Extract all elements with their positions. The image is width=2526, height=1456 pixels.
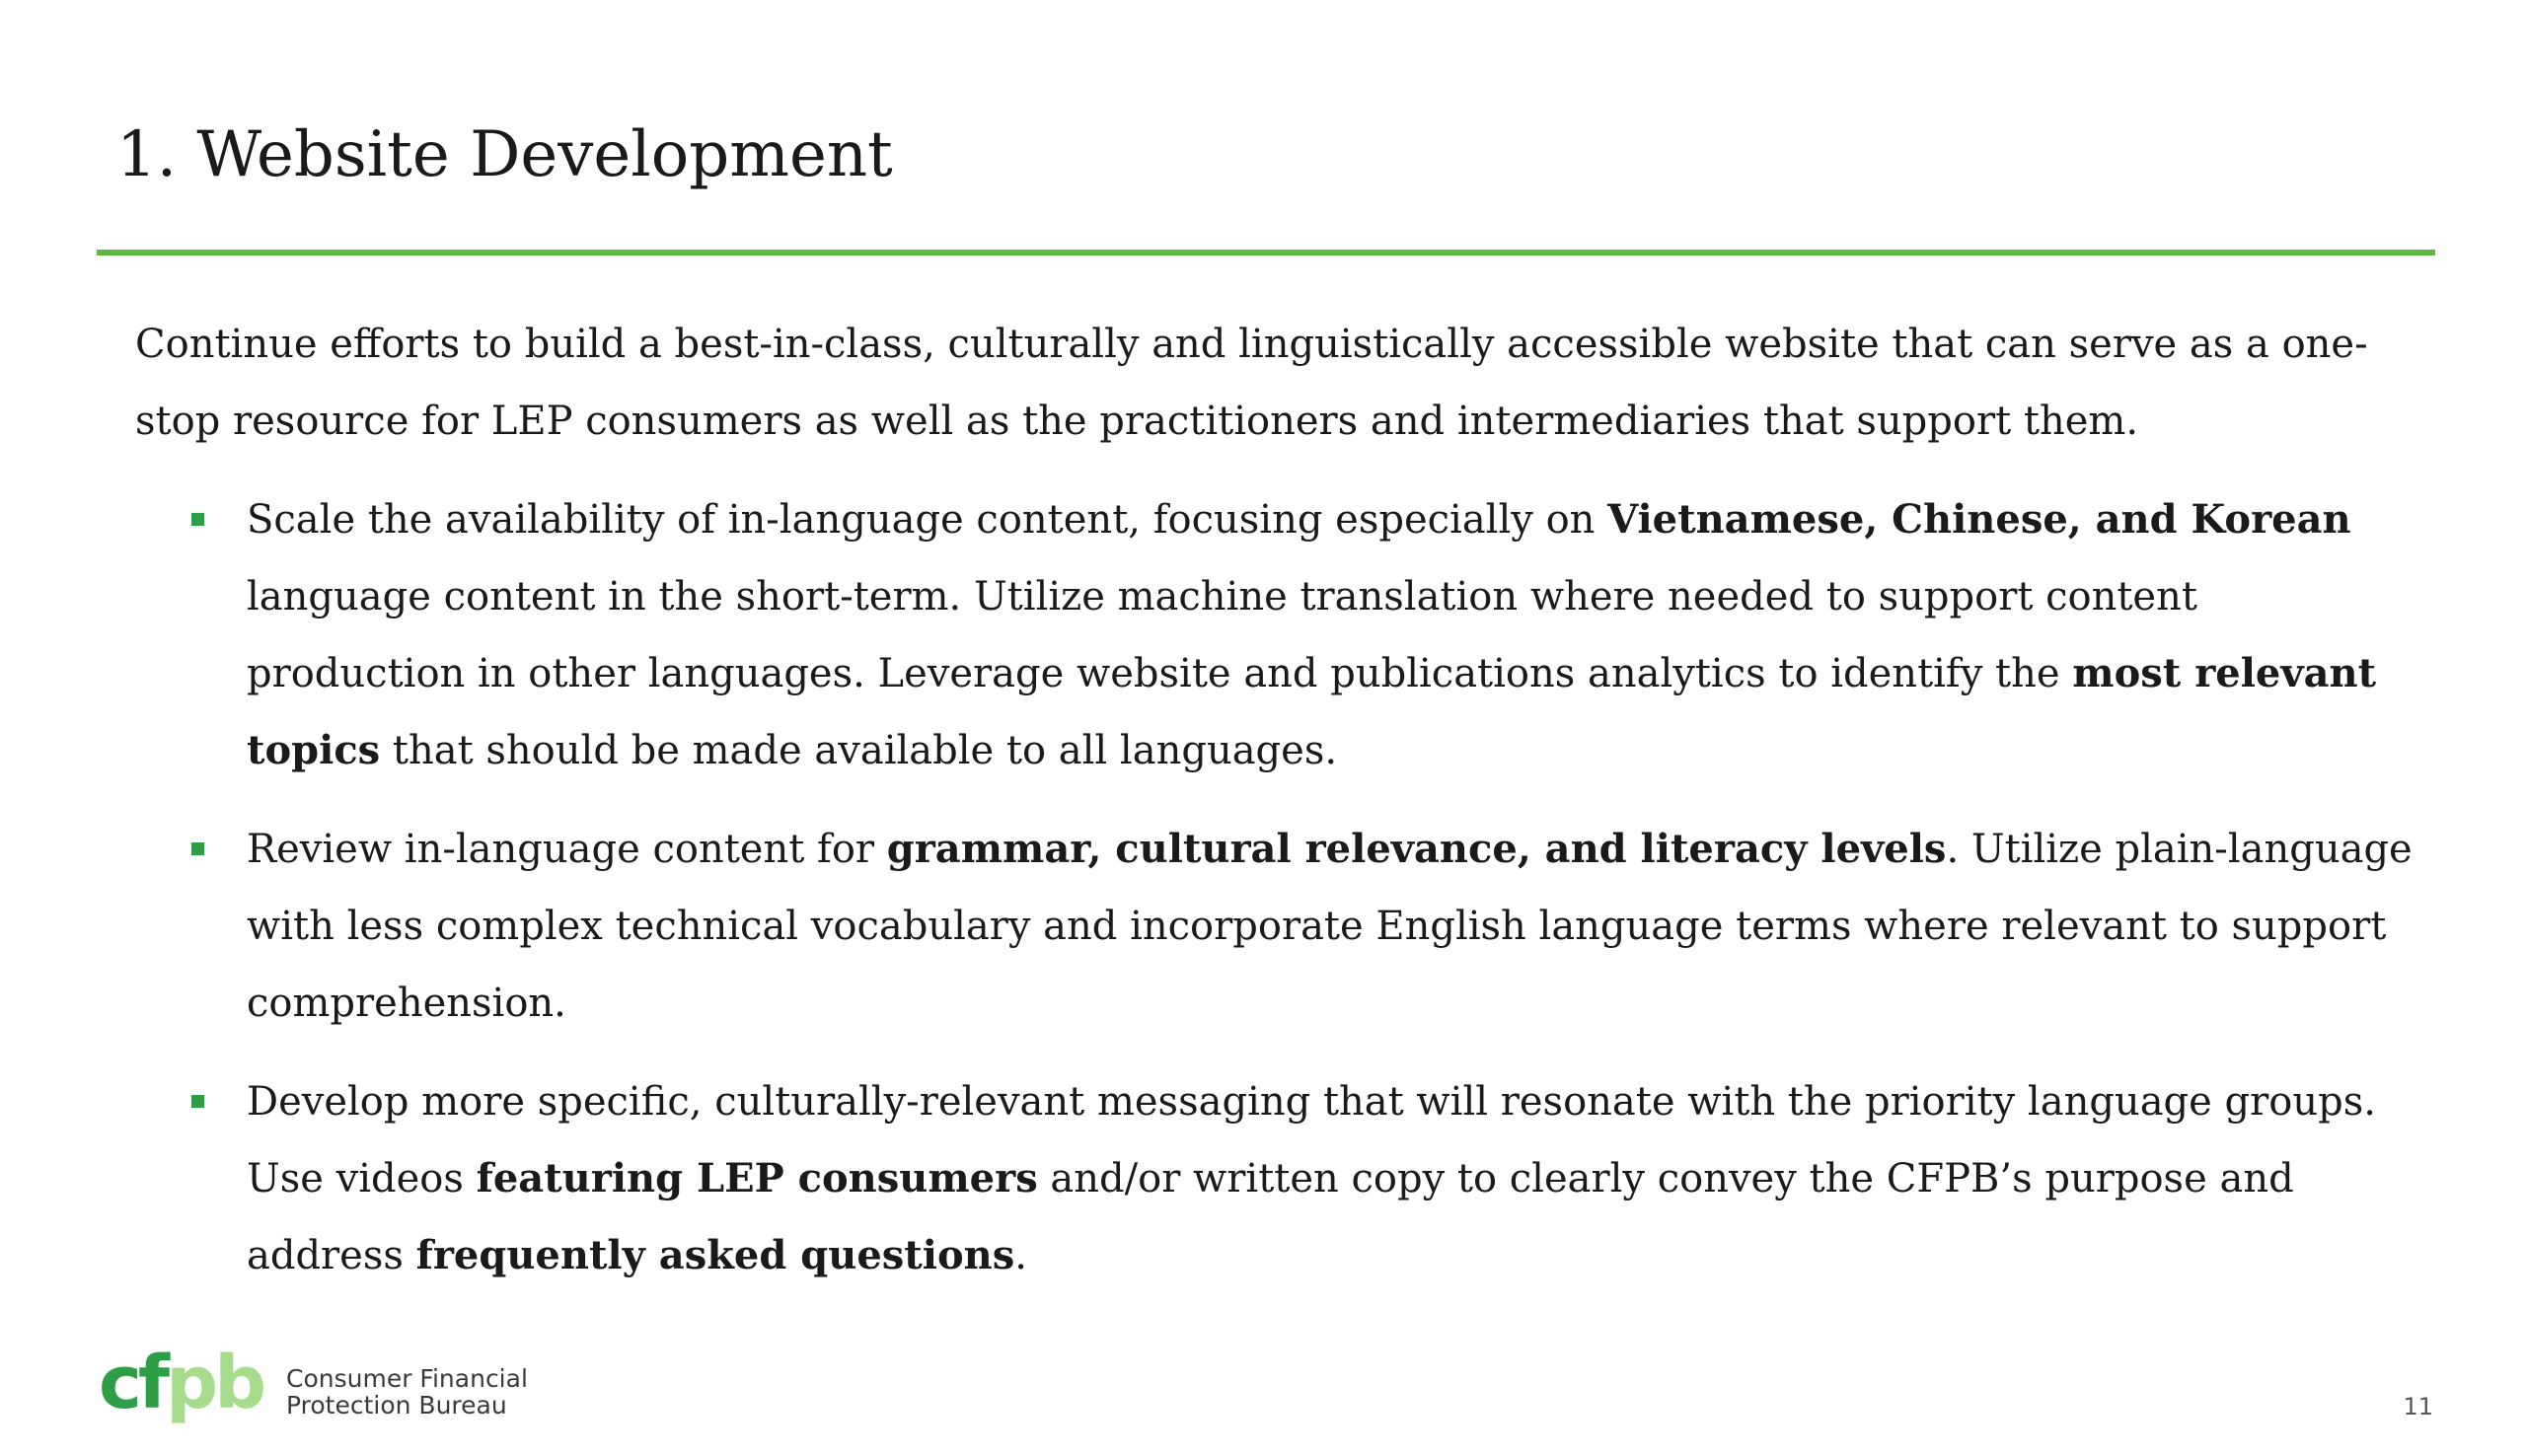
bullet-marker-icon: [191, 1095, 204, 1108]
org-name: [286, 1365, 528, 1419]
bullet-item: [135, 481, 2424, 789]
bullet-text: .: [1014, 1233, 1027, 1278]
slide-title: 1. Website Development: [116, 118, 893, 191]
title-divider: [97, 250, 2435, 255]
intro-paragraph: Continue efforts to build a best-in-class, culturally and linguistically accessible website that can serve as a one-stop resource for LEP consumers as well as the practitioners and intermediaries that support them.: [135, 322, 2368, 444]
org-name-line-2: Protection Bureau: [286, 1391, 507, 1420]
bullet-text: that should be made available to all languages.: [380, 728, 1338, 773]
bullet-text: Scale the availability of in-language content, focusing especially on: [247, 497, 1608, 543]
org-name-line-1: Consumer Financial: [286, 1364, 528, 1393]
bullet-emphasis: featuring LEP consumers: [476, 1155, 1038, 1201]
bullet-marker-icon: [191, 513, 204, 526]
bullet-item: [135, 1063, 2424, 1294]
cfpb-logo: [99, 1348, 528, 1435]
bullet-marker-icon: [191, 842, 204, 855]
bullet-item: [135, 811, 2424, 1042]
bullet-emphasis: frequently asked questions: [415, 1232, 1015, 1278]
bullet-text: Review in-language content for: [247, 827, 887, 872]
slide-body: [135, 306, 2424, 1316]
bullet-list: [135, 481, 2424, 1294]
cfpb-logo-mark: [99, 1348, 266, 1435]
svg-text:cfpb: cfpb: [99, 1348, 263, 1425]
bullet-text: and/or written copy to clearly convey the CFPB’s purpose and address: [247, 1156, 2294, 1278]
bullet-emphasis: grammar, cultural relevance, and literacy levels: [886, 826, 1947, 872]
bullet-text: . Utilize plain-language with less complex technical vocabulary and incorporate English language terms where relevant to support comprehension.: [247, 827, 2413, 1026]
bullet-text: language content in the short-term. Utilize machine translation where needed to support content production in other languages. Leverage website and publications analytics to identify the: [247, 574, 2197, 696]
bullet-emphasis: most relevant topics: [247, 650, 2377, 773]
bullet-text: Develop more specific, culturally-relevant messaging that will resonate with the priority language groups. Use videos: [247, 1079, 2376, 1201]
bullet-emphasis: Vietnamese, Chinese, and Korean: [1607, 496, 2351, 543]
page-number: 11: [2403, 1393, 2433, 1420]
